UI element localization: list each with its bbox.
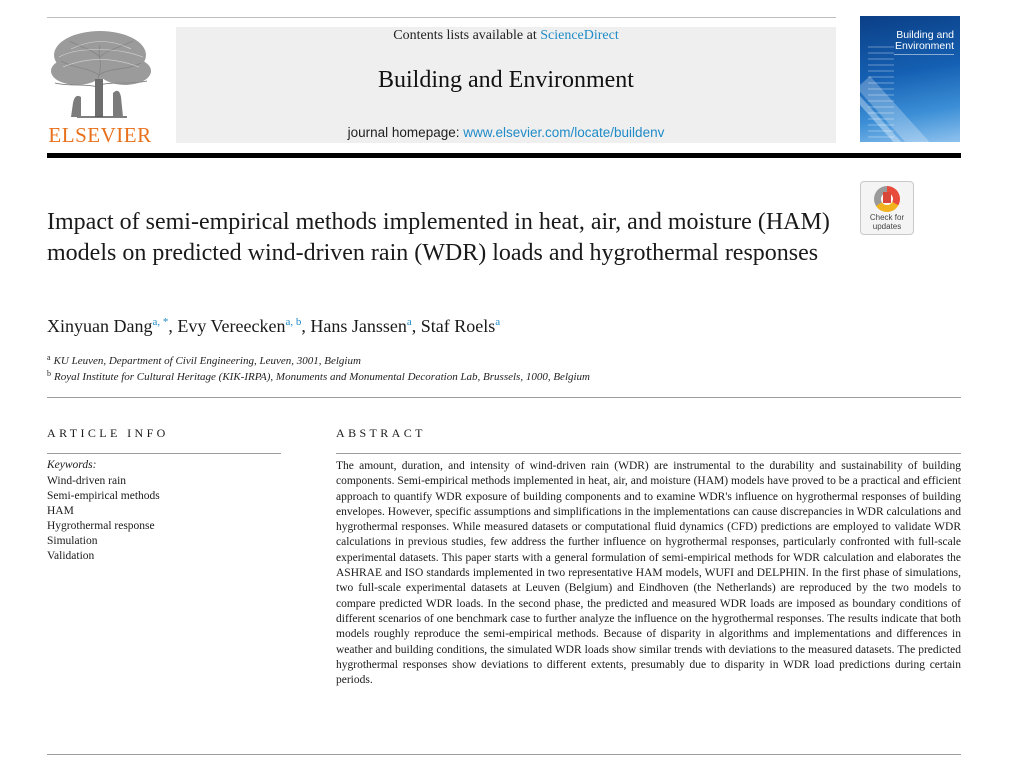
bookmark-icon	[883, 192, 891, 203]
homepage-prefix: journal homepage:	[347, 125, 464, 140]
keyword[interactable]: Validation	[47, 550, 95, 562]
contents-prefix: Contents lists available at	[393, 28, 541, 43]
author-list: Xinyuan Dang$^{a, *}$, Evy Vereecken$^{a, b}$, Hans Janssen$^a$, Staf Roels$^a$	[47, 316, 501, 336]
header-heavy-rule	[47, 153, 961, 158]
publisher-wordmark: ELSEVIER	[48, 123, 152, 147]
abstract-text: The amount, duration, and intensity of wind-driven rain (WDR) are instrumental to the durability and sustainability of building components. Semi-empirical methods implemented in heat, air, and moisture (HAM) models have proved to be a practical and efficient approach to quantify WDR exposure of building components and to examine WDR's influence on hygrothermal responses of building envelopes. However, specific assumptions and simplifications in the implementations can cause discrepancies in WDR calculations and hygrothermal responses. While measured datasets or computational fluid dynamics (CFD) predictions are employed to validate WDR calculations in previous studies, few address the further influence on hygrothermal responses, particularly confronted with full-scale experimental datasets. This paper starts with a general formulation of semi-empirical methods for WDR calculation and elaborates the ASHRAE and ISO standards implemented in two representative HAM models, WUFI and DELPHIN. In the first phase of simulations, two full-scale experimental datasets at Leuven (Belgium) and Eindhoven (the Netherlands) are reproduced by the two models to compare predicted WDR loads. In the second phase, the predicted and measured WDR loads are imposed as boundary conditions of different scenarios of one benchmark case to further analyze the influence on the hygrothermal responses. The results indicate that both models roughly reproduce the semi-empirical methods. Because of disparity in algorithms and implementations and differences in weather and building conditions, the simulated WDR loads show similar trends with deviations to the measured datasets. The predicted hygrothermal responses show deviations to different extents, presumably due to disparity in WDR load predictions during certain periods.	[336, 460, 961, 687]
keyword[interactable]: Simulation	[47, 535, 98, 547]
affiliation-text: Royal Institute for Cultural Heritage (KIK-IRPA), Monuments and Monumental Decoration Lab, Brussels, 1000, Belgium	[54, 371, 590, 383]
article-title: Impact of semi-empirical methods implemented in heat, air, and moisture (HAM) models on predicted wind-driven rain (WDR) loads and hygrothermal responses	[47, 209, 830, 266]
author-affiliation-mark[interactable]: a	[406, 316, 412, 328]
journal-cover[interactable]	[860, 16, 960, 142]
journal-homepage-link[interactable]: www.elsevier.com/locate/buildenv	[463, 125, 665, 140]
cover-subtitle-rule	[894, 54, 954, 69]
elsevier-logo[interactable]	[47, 27, 153, 145]
journal-banner	[176, 27, 836, 143]
abstract-heading: ABSTRACT	[336, 426, 426, 440]
contents-line	[176, 28, 836, 44]
elsevier-tree-icon	[47, 27, 153, 119]
author-affiliation-mark[interactable]: a, *	[152, 316, 169, 328]
keyword[interactable]: HAM	[47, 505, 74, 517]
homepage-line	[176, 125, 836, 140]
cover-title: Building and Environment	[895, 29, 954, 52]
article-info-heading: ARTICLE INFO	[47, 426, 169, 440]
author-name[interactable]: Hans Janssen	[310, 316, 407, 336]
affiliation-mark: b	[47, 369, 51, 378]
keyword-list	[47, 474, 160, 564]
keyword[interactable]: Hygrothermal response	[47, 520, 155, 532]
header-top-rule	[47, 17, 836, 18]
author-name[interactable]: Evy Vereecken	[177, 316, 286, 336]
affiliation-text: KU Leuven, Department of Civil Engineering, Leuven, 3001, Belgium	[53, 355, 361, 367]
keyword[interactable]: Wind-driven rain	[47, 475, 127, 487]
author-affiliation-mark[interactable]: a, b	[285, 316, 302, 328]
affiliation-mark: a	[47, 353, 51, 362]
keyword[interactable]: Semi-empirical methods	[47, 490, 160, 502]
author-name[interactable]: Staf Roels	[420, 316, 496, 336]
sciencedirect-link[interactable]: ScienceDirect	[540, 28, 619, 43]
check-updates-label: Check for updates	[869, 213, 905, 231]
author-name[interactable]: Xinyuan Dang	[47, 316, 153, 336]
author-affiliation-mark[interactable]: a	[495, 316, 501, 328]
section-divider	[47, 397, 961, 398]
article-info-rule	[47, 453, 281, 454]
affiliation	[47, 369, 590, 383]
abstract-bottom-rule	[47, 754, 961, 755]
check-for-updates-button[interactable]	[860, 181, 914, 235]
keywords-label: Keywords:	[47, 459, 97, 471]
abstract-rule	[336, 453, 961, 454]
journal-name[interactable]: Building and Environment	[378, 67, 634, 93]
affiliation	[47, 353, 361, 367]
